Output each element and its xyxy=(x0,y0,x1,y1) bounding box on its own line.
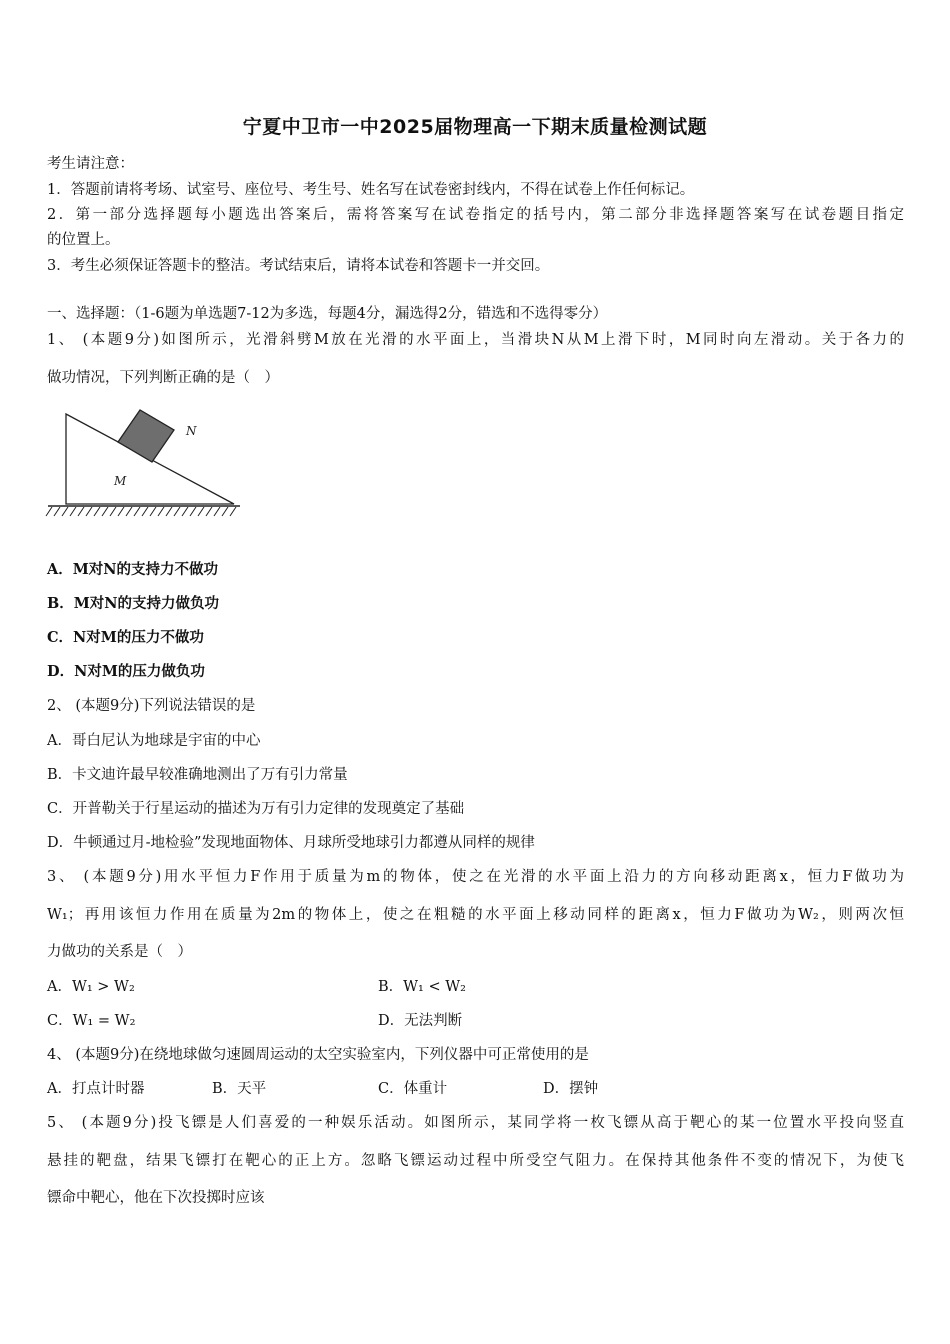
page-title: 宁夏中卫市一中2025届物理高一下期末质量检测试题 xyxy=(242,116,708,138)
q4-option-d: D．摆钟 xyxy=(543,1081,599,1097)
q2-option-b: B．卡文迪许最早较准确地测出了万有引力常量 xyxy=(47,767,348,783)
q5-stem-line2: 悬挂的靶盘，结果飞镖打在靶心的正上方。忽略飞镖运动过程中所受空气阻力。在保持其他条件不变的情况下，为使飞 xyxy=(47,1153,904,1169)
q3-stem-line3: 力做功的关系是（ ） xyxy=(47,944,192,960)
label-m: M xyxy=(114,474,127,488)
q1-option-d: D．N对M的压力做负功 xyxy=(47,663,205,680)
q1-option-a: A．M对N的支持力不做功 xyxy=(47,561,219,578)
q3-stem-line1: 3、 (本题9分)用水平恒力F作用于质量为m的物体，使之在光滑的水平面上沿力的方向移动距离x，恒力F做功为 xyxy=(47,869,904,885)
q5-stem-line1: 5、 (本题9分)投飞镖是人们喜爱的一种娱乐活动。如图所示，某同学将一枚飞镖从高于靶心的某一位置水平投向竖直 xyxy=(47,1115,904,1131)
notice-heading: 考生请注意： xyxy=(47,156,134,172)
q4-option-b: B．天平 xyxy=(212,1081,267,1097)
q3-option-c: C．W₁ = W₂ xyxy=(47,1013,136,1029)
notice-item-2-cont: 的位置上。 xyxy=(47,232,120,248)
q1-stem-line1: 1、 (本题9分)如图所示，光滑斜劈M放在光滑的水平面上，当滑块N从M上滑下时，M同时向左滑动。关于各力的 xyxy=(47,332,904,348)
label-n: N xyxy=(186,424,197,438)
q1-stem-line2: 做功情况，下列判断正确的是（ ） xyxy=(47,370,279,386)
q2-stem: 2、 (本题9分)下列说法错误的是 xyxy=(47,698,256,714)
section-heading: 一、选择题：（1-6题为单选题7-12为多选，每题4分，漏选得2分，错选和不选得零分） xyxy=(47,306,608,322)
q3-option-b: B．W₁ < W₂ xyxy=(378,979,466,995)
q4-option-a: A．打点计时器 xyxy=(47,1081,145,1097)
q3-option-a: A．W₁ > W₂ xyxy=(47,979,135,995)
q1-option-c: C．N对M的压力不做功 xyxy=(47,629,204,646)
q2-option-a: A．哥白尼认为地球是宇宙的中心 xyxy=(47,733,261,749)
q3-option-d: D．无法判断 xyxy=(378,1013,463,1029)
incline-figure xyxy=(44,398,244,523)
q2-option-c: C．开普勒关于行星运动的描述为万有引力定律的发现奠定了基础 xyxy=(47,801,465,817)
q4-option-c: C．体重计 xyxy=(378,1081,448,1097)
notice-item-2: 2．第一部分选择题每小题选出答案后，需将答案写在试卷指定的括号内，第二部分非选择题答案写在试卷题目指定 xyxy=(47,207,904,223)
q5-stem-line3: 镖命中靶心，他在下次投掷时应该 xyxy=(47,1190,265,1206)
q2-option-d: D．牛顿通过月-地检验”发现地面物体、月球所受地球引力都遵从同样的规律 xyxy=(47,835,535,851)
q1-option-b: B．M对N的支持力做负功 xyxy=(47,595,220,612)
notice-item-1: 1．答题前请将考场、试室号、座位号、考生号、姓名写在试卷密封线内，不得在试卷上作任何标记。 xyxy=(47,182,695,198)
notice-item-3: 3．考生必须保证答题卡的整洁。考试结束后，请将本试卷和答题卡一并交回。 xyxy=(47,258,550,274)
q3-stem-line2: W₁；再用该恒力作用在质量为2m的物体上，使之在粗糙的水平面上移动同样的距离x，恒力F做功为W₂，则两次恒 xyxy=(47,907,904,923)
q4-stem: 4、 (本题9分)在绕地球做匀速圆周运动的太空实验室内，下列仪器中可正常使用的是 xyxy=(47,1047,589,1063)
